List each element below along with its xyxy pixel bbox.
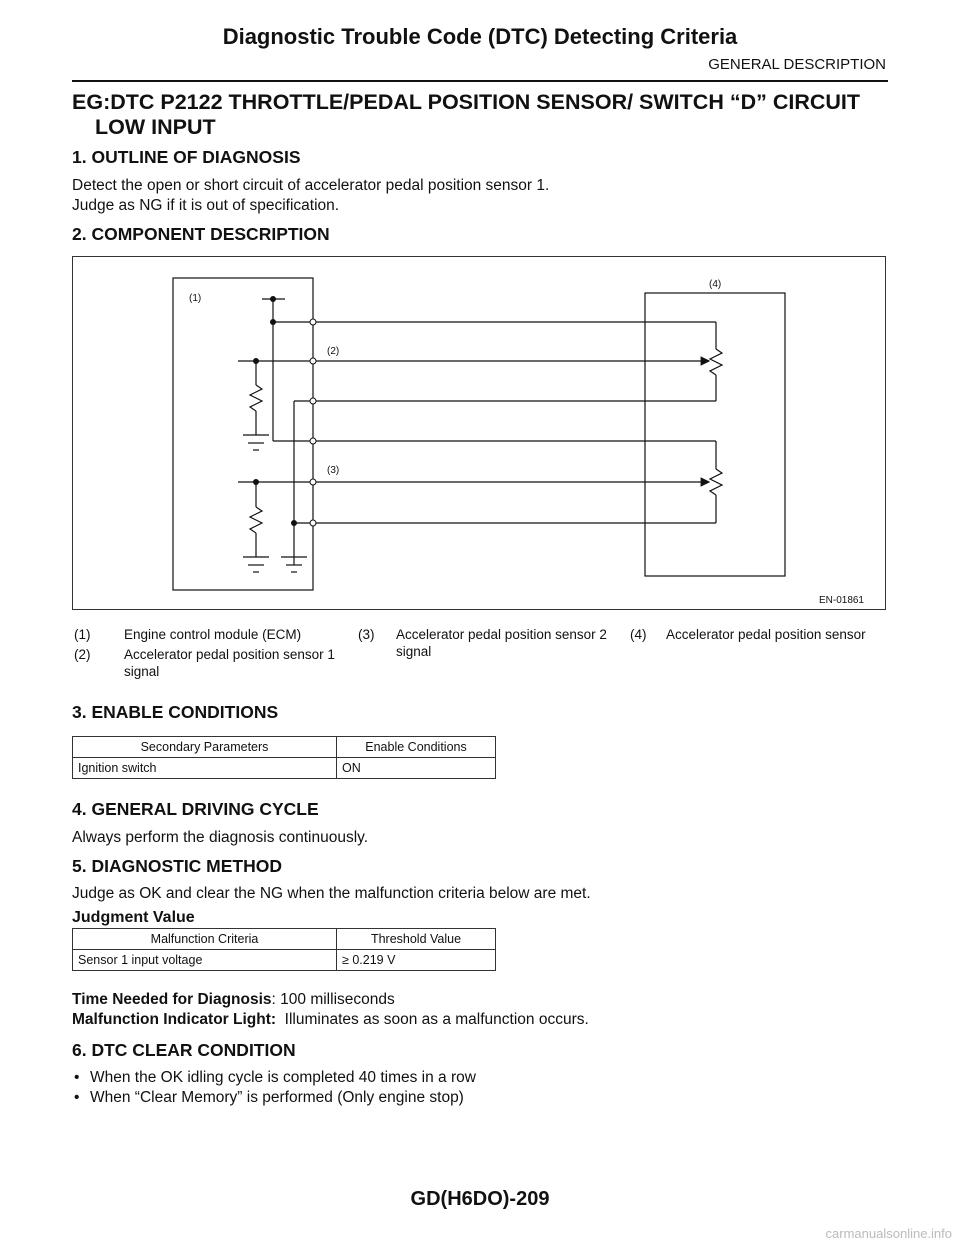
dtc-title-line2: LOW INPUT [95, 115, 216, 139]
table-cell: Ignition switch [73, 758, 337, 779]
table-row [73, 758, 496, 779]
enable-heading: 3. ENABLE CONDITIONS [72, 702, 279, 722]
circuit-diagram [72, 256, 886, 610]
circuit-diagram-svg [73, 257, 885, 609]
table-header-row [73, 929, 496, 950]
label-sig2: (3) [327, 465, 340, 476]
label-sensor: (4) [709, 279, 722, 290]
legend-text: Accelerator pedal position sensor [666, 627, 866, 642]
driving-cycle-heading: 4. GENERAL DRIVING CYCLE [72, 799, 319, 819]
component-heading: 2. COMPONENT DESCRIPTION [72, 224, 330, 244]
table-cell: Sensor 1 input voltage [73, 950, 337, 971]
legend-num: (4) [630, 627, 647, 642]
diagnostic-method-text: Judge as OK and clear the NG when the malfunction criteria below are met. [72, 885, 591, 902]
table-cell: ON [337, 758, 496, 779]
label-ecm: (1) [189, 293, 202, 304]
table-header-row [73, 737, 496, 758]
table-header: Secondary Parameters [73, 737, 337, 758]
legend-num: (1) [74, 627, 91, 642]
driving-cycle-text: Always perform the diagnosis continuously. [72, 829, 369, 846]
page-number: GD(H6DO)-209 [410, 1188, 550, 1210]
dtc-clear-list [72, 1068, 476, 1108]
diagram-code: EN-01861 [818, 595, 864, 606]
time-needed-line [72, 990, 395, 1010]
label-sig1: (2) [327, 346, 340, 357]
watermark: carmanualsonline.info [825, 1226, 952, 1241]
ecm-box [173, 278, 313, 590]
outline-heading: 1. OUTLINE OF DIAGNOSIS [72, 147, 301, 167]
legend-num: (2) [74, 647, 91, 662]
page-title: Diagnostic Trouble Code (DTC) Detecting Criteria [222, 24, 738, 49]
list-item: • When “Clear Memory” is performed (Only engine stop) [72, 1088, 476, 1108]
outline-line1: Detect the open or short circuit of accelerator pedal position sensor 1. [72, 177, 550, 194]
table-header: Malfunction Criteria [73, 929, 337, 950]
outline-line2: Judge as NG if it is out of specification. [72, 197, 340, 214]
header-rule [72, 80, 888, 82]
section-label: GENERAL DESCRIPTION [708, 56, 886, 73]
judgment-table [72, 928, 496, 971]
legend-text: Accelerator pedal position sensor 1 signal [124, 647, 335, 679]
time-needed-label: Time Needed for Diagnosis [72, 991, 272, 1008]
time-needed-value: : 100 milliseconds [271, 991, 395, 1008]
list-item: • When the OK idling cycle is completed 40 times in a row [72, 1068, 476, 1088]
judgment-heading: Judgment Value [72, 909, 195, 926]
dtc-title-line1: EG:DTC P2122 THROTTLE/PEDAL POSITION SENSOR/ SWITCH “D” CIRCUIT [72, 90, 861, 114]
legend-text: Engine control module (ECM) [124, 627, 302, 642]
dtc-title [72, 90, 892, 140]
table-row [73, 950, 496, 971]
mil-label: Malfunction Indicator Light: [72, 1011, 277, 1028]
legend-text: Accelerator pedal position sensor 2 signal [396, 627, 607, 659]
legend-num: (3) [358, 627, 375, 642]
mil-line [72, 1010, 589, 1030]
mil-value: Illuminates as soon as a malfunction occurs. [276, 1011, 589, 1028]
dtc-clear-heading: 6. DTC CLEAR CONDITION [72, 1040, 296, 1060]
diagnostic-method-heading: 5. DIAGNOSTIC METHOD [72, 856, 283, 876]
enable-table [72, 736, 496, 779]
sensor-box [645, 293, 785, 576]
table-cell: ≥ 0.219 V [337, 950, 496, 971]
table-header: Enable Conditions [337, 737, 496, 758]
table-header: Threshold Value [337, 929, 496, 950]
